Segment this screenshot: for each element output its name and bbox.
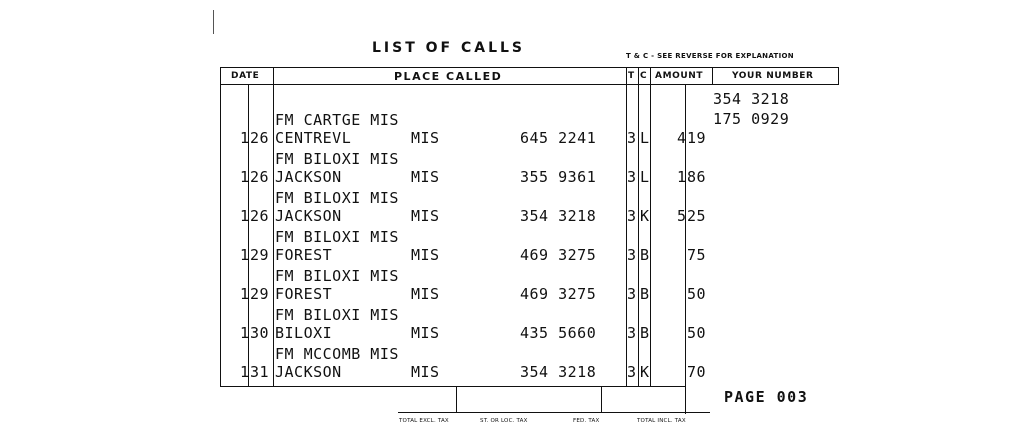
call-city: FOREST <box>275 246 333 264</box>
call-day: 1 <box>240 324 250 342</box>
call-amount: 50 <box>687 285 707 303</box>
call-amount: 25 <box>687 207 707 225</box>
call-origin: FM BILOXI MIS <box>275 189 399 207</box>
call-c: L <box>640 168 650 186</box>
header-amount: AMOUNT <box>655 71 704 81</box>
call-day: 1 <box>240 246 250 264</box>
call-date: 31 <box>250 363 270 381</box>
call-t: 3 <box>627 285 637 303</box>
call-amount: 75 <box>687 246 707 264</box>
tc-note: T & C - SEE REVERSE FOR EXPLANATION <box>626 52 794 60</box>
header-bottom-rule <box>220 84 838 85</box>
call-date: 30 <box>250 324 270 342</box>
call-origin: FM CARTGE MIS <box>275 111 399 129</box>
call-state: MIS <box>411 168 440 186</box>
call-amount-lead: 5 <box>677 207 687 225</box>
call-state: MIS <box>411 285 440 303</box>
call-t: 3 <box>627 246 637 264</box>
call-city: JACKSON <box>275 207 342 225</box>
call-c: L <box>640 129 650 147</box>
call-t: 3 <box>627 168 637 186</box>
footer-divider-2 <box>601 386 602 412</box>
call-phone: 354 3218 <box>520 207 597 225</box>
call-phone: 354 3218 <box>520 363 597 381</box>
call-origin: FM BILOXI MIS <box>275 150 399 168</box>
call-c: B <box>640 285 650 303</box>
call-state: MIS <box>411 246 440 264</box>
call-amount: 19 <box>687 129 707 147</box>
call-state: MIS <box>411 129 440 147</box>
call-date: 29 <box>250 285 270 303</box>
call-amount: 70 <box>687 363 707 381</box>
date-column-rule <box>273 67 274 386</box>
footer-rule <box>398 412 710 413</box>
call-t: 3 <box>627 324 637 342</box>
page-number: PAGE 003 <box>724 388 809 406</box>
call-city: JACKSON <box>275 363 342 381</box>
call-origin: FM BILOXI MIS <box>275 306 399 324</box>
call-state: MIS <box>411 363 440 381</box>
call-day: 1 <box>240 168 250 186</box>
call-date: 26 <box>250 168 270 186</box>
call-day: 1 <box>240 285 250 303</box>
header-date: DATE <box>231 71 260 81</box>
call-amount: 86 <box>687 168 707 186</box>
margin-mark <box>213 10 214 34</box>
call-origin: FM MCCOMB MIS <box>275 345 399 363</box>
call-phone: 355 9361 <box>520 168 597 186</box>
your-number-1: 354 3218 <box>713 90 790 108</box>
c-column-rule <box>638 67 639 386</box>
your-number-column-rule <box>712 67 713 85</box>
call-t: 3 <box>627 363 637 381</box>
call-amount-lead: 4 <box>677 129 687 147</box>
call-c: K <box>640 207 650 225</box>
call-t: 3 <box>627 207 637 225</box>
amount-column-rule <box>650 67 651 386</box>
call-t: 3 <box>627 129 637 147</box>
header-place-called: PLACE CALLED <box>394 70 503 83</box>
header-c: C <box>640 71 648 81</box>
call-city: FOREST <box>275 285 333 303</box>
call-phone: 469 3275 <box>520 246 597 264</box>
document-title: LIST OF CALLS <box>372 40 526 56</box>
call-date: 26 <box>250 207 270 225</box>
call-origin: FM BILOXI MIS <box>275 267 399 285</box>
call-city: BILOXI <box>275 324 333 342</box>
call-c: B <box>640 246 650 264</box>
footer-st-loc-tax: ST. OR LOC. TAX <box>480 418 528 424</box>
call-state: MIS <box>411 324 440 342</box>
right-border <box>838 67 839 85</box>
footer-fed-tax: FED. TAX <box>573 418 600 424</box>
left-border <box>220 67 221 386</box>
call-origin: FM BILOXI MIS <box>275 228 399 246</box>
header-t: T <box>628 71 635 81</box>
table-bottom-rule <box>220 386 685 387</box>
call-day: 1 <box>240 207 250 225</box>
call-state: MIS <box>411 207 440 225</box>
header-top-rule <box>220 67 838 68</box>
call-day: 1 <box>240 363 250 381</box>
call-date: 26 <box>250 129 270 147</box>
footer-total-incl-tax: TOTAL INCL. TAX <box>637 418 686 424</box>
call-phone: 469 3275 <box>520 285 597 303</box>
call-amount: 50 <box>687 324 707 342</box>
call-c: B <box>640 324 650 342</box>
your-number-2: 175 0929 <box>713 110 790 128</box>
call-phone: 435 5660 <box>520 324 597 342</box>
footer-total-excl-tax: TOTAL EXCL. TAX <box>399 418 449 424</box>
call-city: JACKSON <box>275 168 342 186</box>
call-city: CENTREVL <box>275 129 352 147</box>
footer-divider-1 <box>456 386 457 412</box>
call-phone: 645 2241 <box>520 129 597 147</box>
call-amount-lead: 1 <box>677 168 687 186</box>
call-c: K <box>640 363 650 381</box>
call-day: 1 <box>240 129 250 147</box>
call-date: 29 <box>250 246 270 264</box>
header-your-number: YOUR NUMBER <box>732 71 814 81</box>
